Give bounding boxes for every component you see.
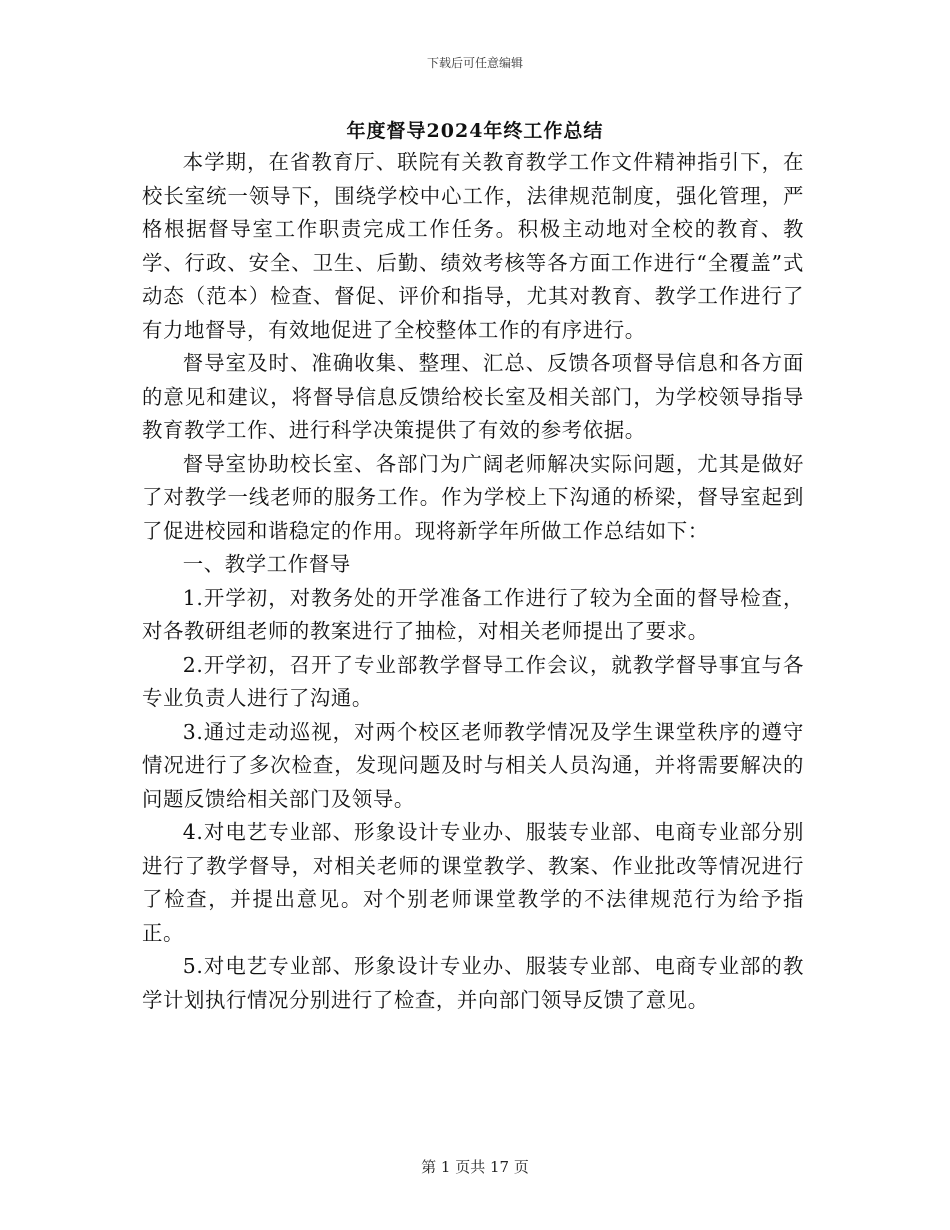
paragraph-feedback: 督导室及时、准确收集、整理、汇总、反馈各项督导信息和各方面的意见和建议，将督导信息反馈给校长室及相关部门，为学校领导指导教育教学工作、进行科学决策提供了有效的参考依据。: [142, 351, 804, 442]
list-item-2: 2.开学初，召开了专业部教学督导工作会议，就教学督导事宜与各专业负责人进行了沟通。: [142, 652, 804, 710]
paragraph-service: 督导室协助校长室、各部门为广阔老师解决实际问题，尤其是做好了对教学一线老师的服务工作。作为学校上下沟通的桥梁，督导室起到了促进校园和谐稳定的作用。现将新学年所做工作总结如下：: [142, 451, 804, 543]
paragraph-intro: 本学期，在省教育厅、联院有关教育教学工作文件精神指引下，在校长室统一领导下，围绕学校中心工作，法律规范制度，强化管理，严格根据督导室工作职责完成工作任务。积极主动地对全校的教育、教学、行政、安全、卫生、后勤、绩效考核等各方面工作进行“全覆盖”式动态（范本）检查、督促、评价和指导，尤其对教育、教学工作进行了有力地督导，有效地促进了全校整体工作的有序进行。: [142, 150, 804, 342]
document-body: [142, 146, 804, 1017]
list-item-5: 5.对电艺专业部、形象设计专业办、服装专业部、电商专业部的教学计划执行情况分别进行了检查，并向部门领导反馈了意见。: [142, 954, 804, 1012]
section-heading-teaching: 一、教学工作督导: [182, 552, 351, 576]
list-item-3: 3.通过走动巡视，对两个校区老师教学情况及学生课堂秩序的遵守情况进行了多次检查，发现问题及时与相关人员沟通，并将需要解决的问题反馈给相关部门及领导。: [142, 719, 804, 811]
list-item-4: 4.对电艺专业部、形象设计专业办、服装专业部、电商专业部分别进行了教学督导，对相关老师的课堂教学、教案、作业批改等情况进行了检查，并提出意见。对个别老师课堂教学的不法律规范行为给予指正。: [142, 820, 804, 945]
header-note: 下载后可任意编辑: [426, 56, 523, 70]
document-title: 年度督导2024年终工作总结: [346, 120, 604, 142]
list-item-1: 1.开学初，对教务处的开学准备工作进行了较为全面的督导检查，对各教研组老师的教案进行了抽检，对相关老师提出了要求。: [142, 585, 804, 643]
page-indicator: 第 1 页共 17 页: [421, 1158, 529, 1176]
